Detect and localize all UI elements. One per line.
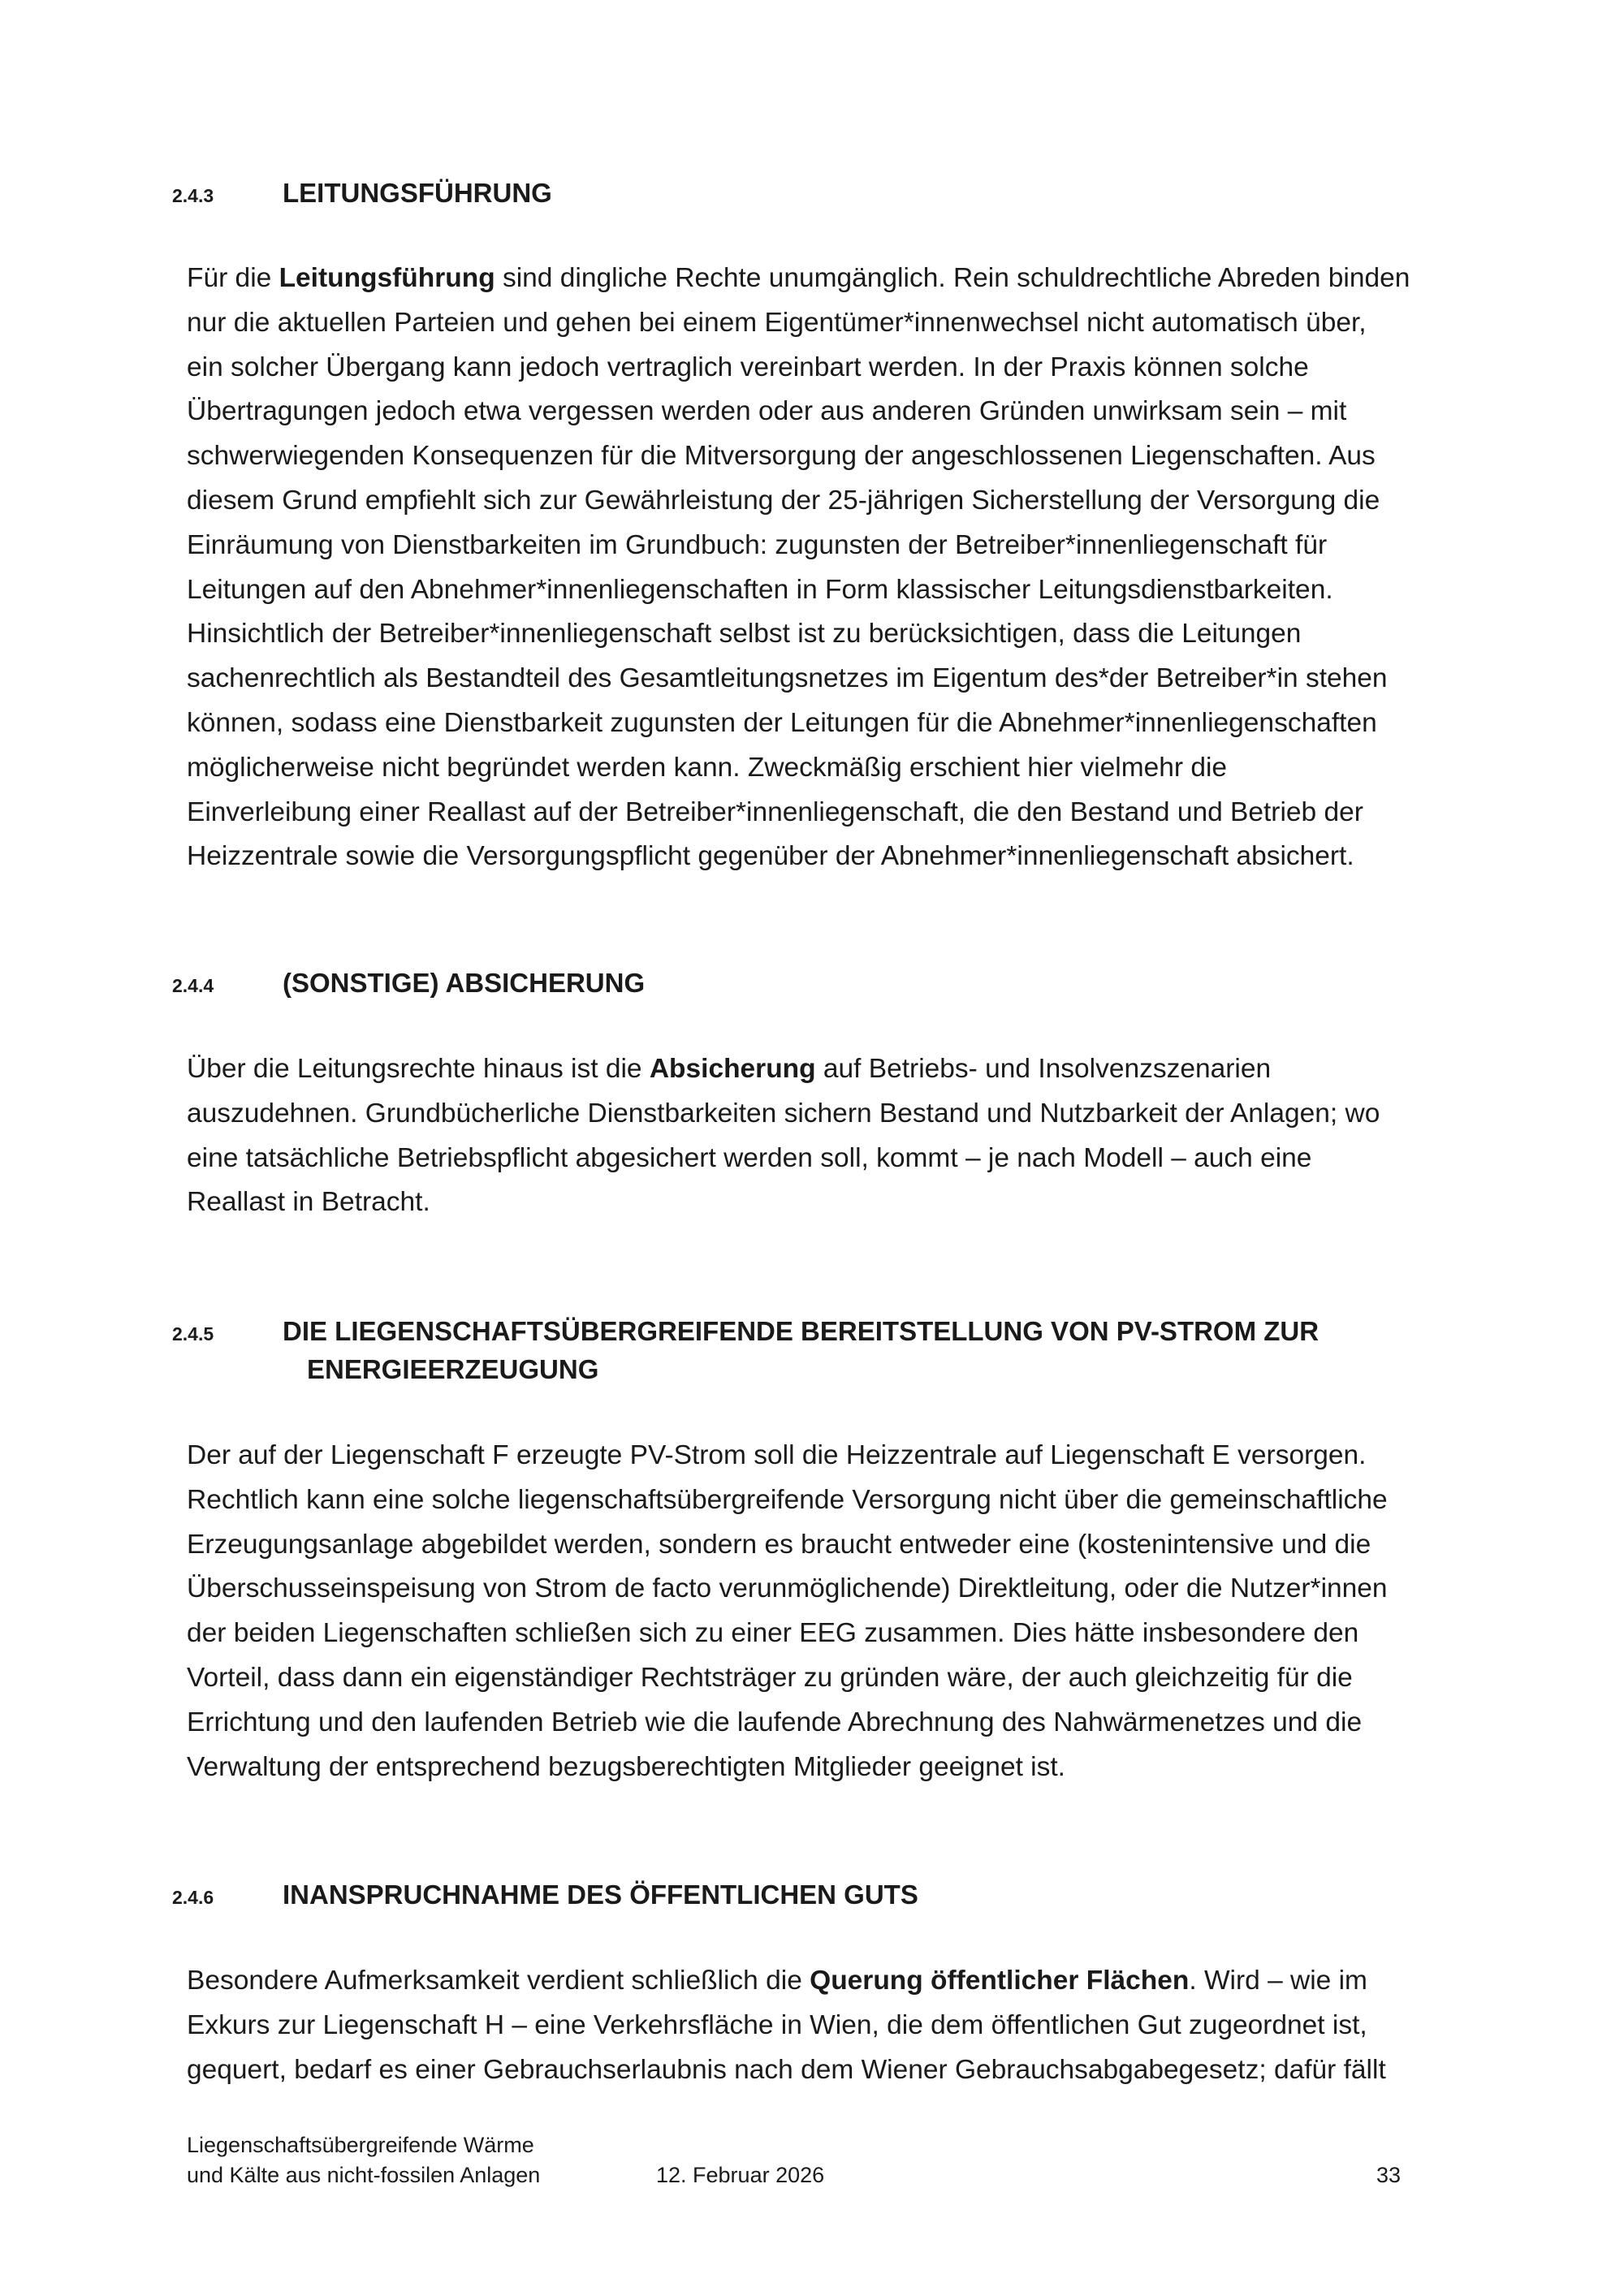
section-number: 2.4.3 bbox=[172, 185, 214, 206]
section-title: LEITUNGSFÜHRUNG bbox=[283, 178, 552, 208]
bold-term: Absicherung bbox=[649, 1054, 816, 1084]
paragraph-line: Übertragungen jedoch etwa vergessen werden oder aus anderen Gründen unwirksam sein – mit bbox=[187, 396, 1347, 427]
section-paragraph-2-4-5 bbox=[187, 1434, 1453, 1789]
paragraph-line: Hinsichtlich der Betreiber*innenliegenschaft selbst ist zu berücksichtigen, dass die Leitungen bbox=[187, 619, 1302, 650]
paragraph-line: diesem Grund empfiehlt sich zur Gewährleistung der 25-jährigen Sicherstellung der Versorgung die bbox=[187, 485, 1380, 516]
footer-date: 12. Februar 2026 bbox=[656, 2163, 825, 2187]
paragraph-line: Exkurs zur Liegenschaft H – eine Verkehrsfläche in Wien, die dem öffentlichen Gut zugeordnet ist, bbox=[187, 2009, 1367, 2040]
paragraph-line: Heizzentrale sowie die Versorgungspflicht gegenüber der Abnehmer*innenliegenschaft absichert. bbox=[187, 841, 1354, 872]
paragraph-line: Verwaltung der entsprechend bezugsberechtigten Mitglieder geeignet ist. bbox=[187, 1751, 1065, 1782]
paragraph-line: können, sodass eine Dienstbarkeit zugunsten der Leitungen für die Abnehmer*innenliegenschaften bbox=[187, 707, 1377, 738]
section-title: (SONSTIGE) ABSICHERUNG bbox=[283, 968, 646, 998]
section-paragraph-2-4-6 bbox=[187, 1959, 1453, 2092]
paragraph-line: Überschusseinspeisung von Strom de facto verunmöglichende) Direktleitung, oder die Nutzer*innen bbox=[187, 1573, 1388, 1604]
paragraph-line: ein solcher Übergang kann jedoch vertraglich vereinbart werden. In der Praxis können solche bbox=[187, 352, 1309, 382]
paragraph-line: auszudehnen. Grundbücherliche Dienstbarkeiten sichern Bestand und Nutzbarkeit der Anlagen; wo bbox=[187, 1098, 1380, 1129]
paragraph-line: Erzeugungsanlage abgebildet werden, sondern es braucht entweder eine (kostenintensive und die bbox=[187, 1529, 1371, 1560]
paragraph-line: gequert, bedarf es einer Gebrauchserlaubnis nach dem Wiener Gebrauchsabgabegesetz; dafür fällt bbox=[187, 2054, 1386, 2085]
section-title: INANSPRUCHNAHME DES ÖFFENTLICHEN GUTS bbox=[283, 1880, 918, 1910]
section-number: 2.4.6 bbox=[172, 1887, 214, 1908]
paragraph-line: schwerwiegenden Konsequenzen für die Mitversorgung der angeschlossenen Liegenschaften. Aus bbox=[187, 441, 1376, 472]
paragraph-line: möglicherweise nicht begründet werden kann. Zweckmäßig erschient hier vielmehr die bbox=[187, 752, 1228, 783]
section-number: 2.4.5 bbox=[172, 1323, 214, 1344]
paragraph-line: Einräumung von Dienstbarkeiten im Grundbuch: zugunsten der Betreiber*innenliegenschaft für bbox=[187, 529, 1328, 560]
bold-term: Querung öffentlicher Flächen bbox=[810, 1966, 1190, 1996]
paragraph-line: Für die Leitungsführung sind dingliche Rechte unumgänglich. Rein schuldrechtliche Abreden binden bbox=[187, 263, 1410, 293]
footer-title-line-2: und Kälte aus nicht-fossilen Anlagen bbox=[187, 2163, 541, 2187]
paragraph-line: Über die Leitungsrechte hinaus ist die Absicherung auf Betriebs- und Insolvenzszenarien bbox=[187, 1054, 1272, 1084]
footer-document-title bbox=[187, 2130, 540, 2190]
section-number: 2.4.4 bbox=[172, 975, 214, 996]
paragraph-line: Vorteil, dass dann ein eigenständiger Rechtsträger zu gründen wäre, der auch gleichzeitig für die bbox=[187, 1662, 1353, 1693]
footer-title-line-1: Liegenschaftsübergreifende Wärme bbox=[187, 2133, 534, 2157]
paragraph-line: sachenrechtlich als Bestandteil des Gesamtleitungsnetzes im Eigentum des*der Betreiber*in stehen bbox=[187, 663, 1388, 694]
paragraph-line: Einverleibung einer Reallast auf der Betreiber*innenliegenschaft, die den Bestand und Betrieb der bbox=[187, 796, 1363, 827]
section-paragraph-2-4-3 bbox=[187, 257, 1453, 879]
paragraph-line: Reallast in Betracht. bbox=[187, 1187, 430, 1218]
section-title-line-2: ENERGIEERZEUGUNG bbox=[307, 1354, 599, 1384]
paragraph-line: Der auf der Liegenschaft F erzeugte PV-Strom soll die Heizzentrale auf Liegenschaft E versorgen. bbox=[187, 1440, 1367, 1470]
section-paragraph-2-4-4 bbox=[187, 1047, 1453, 1225]
section-title-line-1: DIE LIEGENSCHAFTSÜBERGREIFENDE BEREITSTELLUNG VON PV-STROM ZUR bbox=[283, 1316, 1320, 1346]
paragraph-line: Besondere Aufmerksamkeit verdient schließlich die Querung öffentlicher Flächen. Wird – wie im bbox=[187, 1966, 1367, 1996]
paragraph-line: Leitungen auf den Abnehmer*innenliegenschaften in Form klassischer Leitungsdienstbarkeiten. bbox=[187, 574, 1333, 605]
section-title bbox=[283, 1312, 1419, 1388]
page-number: 33 bbox=[1376, 2163, 1402, 2187]
paragraph-line: Errichtung und den laufenden Betrieb wie die laufende Abrechnung des Nahwärmenetzes und die bbox=[187, 1707, 1363, 1737]
bold-term: Leitungsführung bbox=[279, 263, 495, 293]
paragraph-line: der beiden Liegenschaften schließen sich zu einer EEG zusammen. Dies hätte insbesondere den bbox=[187, 1618, 1359, 1649]
paragraph-line: Rechtlich kann eine solche liegenschaftsübergreifende Versorgung nicht über die gemeinschaftliche bbox=[187, 1484, 1388, 1515]
paragraph-line: nur die aktuellen Parteien und gehen bei einem Eigentümer*innenwechsel nicht automatisch über, bbox=[187, 307, 1367, 338]
paragraph-line: eine tatsächliche Betriebspflicht abgesichert werden soll, kommt – je nach Modell – auch eine bbox=[187, 1142, 1312, 1173]
